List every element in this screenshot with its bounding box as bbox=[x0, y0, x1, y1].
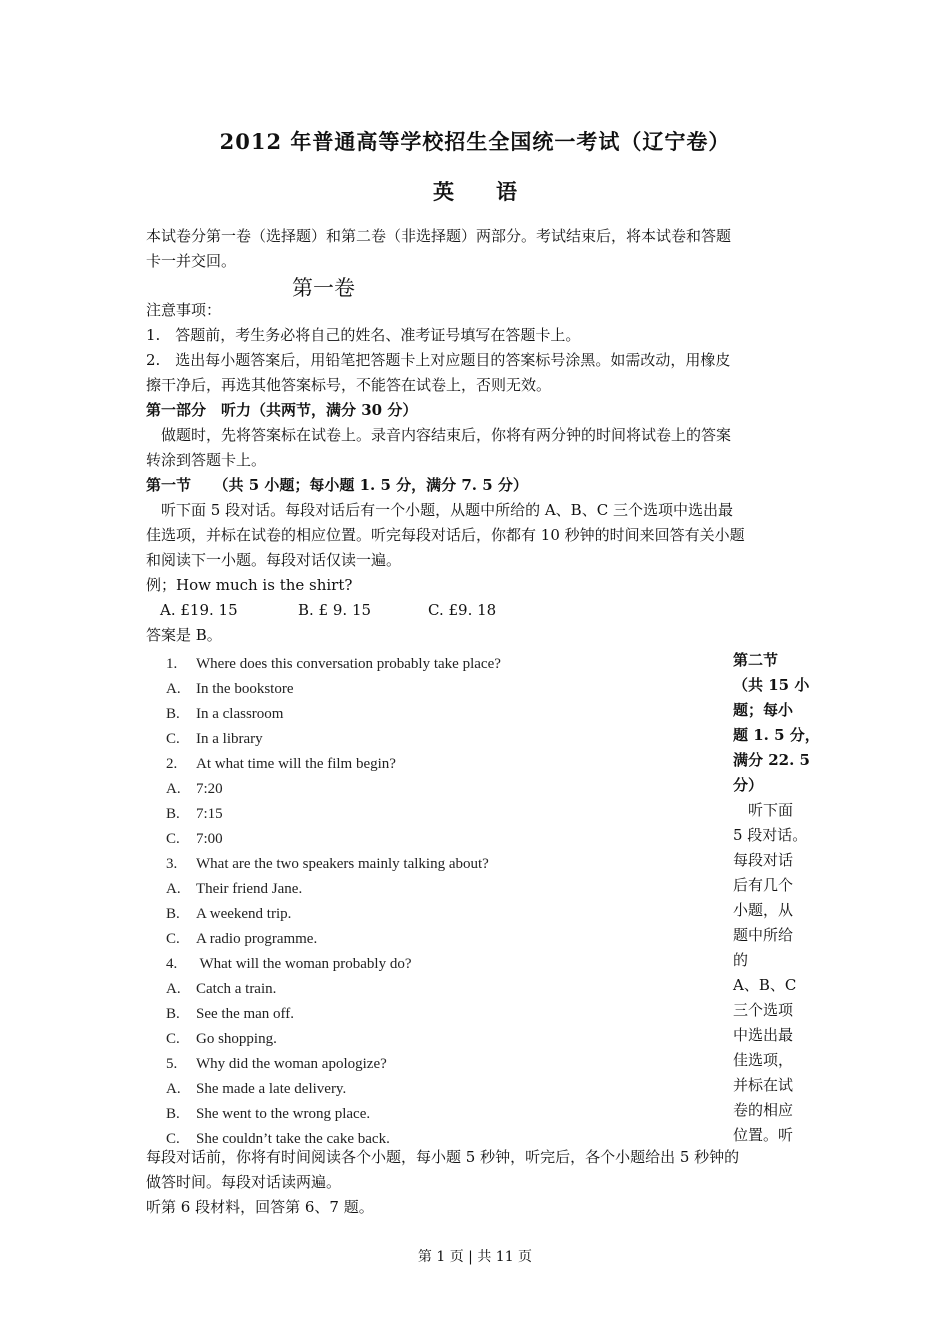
question-row bbox=[166, 1077, 346, 1102]
question-row bbox=[166, 702, 283, 727]
question-row bbox=[166, 1002, 294, 1027]
question-number: 2. bbox=[166, 756, 178, 772]
question-text: In the bookstore bbox=[196, 681, 294, 697]
question-text: Where does this conversation probably take place? bbox=[196, 656, 501, 672]
question-text: A weekend trip. bbox=[196, 906, 292, 922]
section1-line-2: 佳选项，并标在试卷的相应位置。听完每段对话后，你都有 10 秒钟的时间来回答有关小题 bbox=[146, 526, 745, 544]
section1-line-1: 听下面 5 段对话。每段对话后有一个小题，从题中所给的 A、B、C 三个选项中选出最 bbox=[146, 501, 733, 519]
part1-line-1: 做题时，先将答案标在试卷上。录音内容结束后，你将有两分钟的时间将试卷上的答案 bbox=[146, 426, 732, 444]
question-number: A. bbox=[166, 781, 181, 797]
question-number: A. bbox=[166, 1081, 181, 1097]
section2-heading-line: （共 15 小 bbox=[733, 676, 810, 694]
section2-body-line: 小题，从 bbox=[733, 901, 794, 919]
example-answer: 答案是 B。 bbox=[146, 626, 222, 644]
section2-body-line: 并标在试 bbox=[733, 1076, 794, 1094]
question-text: Why did the woman apologize? bbox=[196, 1056, 387, 1072]
section2-body-line: 后有几个 bbox=[733, 876, 794, 894]
question-number: A. bbox=[166, 981, 181, 997]
tail-line-3: 听第 6 段材料，回答第 6、7 题。 bbox=[146, 1198, 374, 1216]
part1-heading: 第一部分 听力（共两节，满分 30 分） bbox=[146, 401, 418, 419]
volume-title: 第一卷 bbox=[292, 276, 355, 300]
question-text: In a classroom bbox=[196, 706, 284, 722]
question-row bbox=[166, 977, 276, 1002]
tail-line-1: 每段对话前，你将有时间阅读各个小题，每小题 5 秒钟，听完后，各个小题给出 5 秒钟的 bbox=[146, 1148, 740, 1166]
question-number: C. bbox=[166, 731, 180, 747]
question-text: A radio programme. bbox=[196, 931, 318, 947]
question-text: She went to the wrong place. bbox=[196, 1106, 371, 1122]
question-text: Catch a train. bbox=[196, 981, 277, 997]
question-row bbox=[166, 1027, 277, 1052]
notice-item-2-cont: 擦干净后，再选其他答案标号，不能答在试卷上，否则无效。 bbox=[146, 376, 552, 394]
intro-line-2: 卡一并交回。 bbox=[146, 252, 237, 270]
section2-body-line: 佳选项， bbox=[733, 1051, 794, 1069]
question-text: What are the two speakers mainly talking about? bbox=[196, 856, 489, 872]
question-row bbox=[166, 902, 291, 927]
question-row bbox=[166, 802, 223, 827]
section2-body-line: 中选出最 bbox=[733, 1026, 794, 1044]
question-text: In a library bbox=[196, 731, 263, 747]
question-number: B. bbox=[166, 1006, 180, 1022]
subject-title: 英 语 bbox=[433, 179, 517, 204]
question-row bbox=[166, 1102, 370, 1127]
question-row bbox=[166, 777, 223, 802]
question-number: 1. bbox=[166, 656, 178, 672]
page-footer: 第 1 页 | 共 11 页 bbox=[417, 1249, 533, 1265]
question-number: A. bbox=[166, 881, 181, 897]
section1-heading: 第一节 （共 5 小题；每小题 1. 5 分，满分 7. 5 分） bbox=[146, 476, 528, 494]
section2-heading-line: 第二节 bbox=[733, 651, 779, 669]
section2-body-line: 卷的相应 bbox=[733, 1101, 794, 1119]
question-row bbox=[166, 927, 317, 952]
question-number: C. bbox=[166, 931, 180, 947]
part1-line-2: 转涂到答题卡上。 bbox=[146, 451, 267, 469]
section2-body-line: 三个选项 bbox=[733, 1001, 794, 1019]
question-text: Their friend Jane. bbox=[196, 881, 303, 897]
exam-title: 2012 年普通高等学校招生全国统一考试（辽宁卷） bbox=[219, 129, 731, 154]
section2-body-line: 题中所给 bbox=[733, 926, 794, 944]
intro-line-1: 本试卷分第一卷（选择题）和第二卷（非选择题）两部分。考试结束后，将本试卷和答题 bbox=[146, 227, 732, 245]
question-row bbox=[166, 852, 489, 877]
question-number: B. bbox=[166, 806, 180, 822]
question-number: C. bbox=[166, 831, 180, 847]
question-text: See the man off. bbox=[196, 1006, 295, 1022]
section2-body-line: 的 bbox=[733, 951, 749, 969]
section2-body-line: 每段对话 bbox=[733, 851, 794, 869]
question-number: 4. bbox=[166, 956, 178, 972]
question-row bbox=[166, 827, 223, 852]
example-option-b: B. £ 9. 15 bbox=[298, 601, 372, 619]
section2-heading-line: 分） bbox=[733, 776, 764, 794]
example-option-a: A. £19. 15 bbox=[160, 601, 238, 619]
section2-body-line: A、B、C bbox=[733, 976, 797, 994]
question-number: A. bbox=[166, 681, 181, 697]
question-number: 3. bbox=[166, 856, 178, 872]
question-number: B. bbox=[166, 906, 180, 922]
section2-heading-line: 题 1. 5 分， bbox=[733, 726, 820, 744]
tail-line-2: 做答时间。每段对话读两遍。 bbox=[146, 1173, 342, 1191]
question-number: B. bbox=[166, 706, 180, 722]
question-number: C. bbox=[166, 1031, 180, 1047]
question-row bbox=[166, 727, 263, 752]
question-row bbox=[166, 652, 501, 677]
example-question: 例；How much is the shirt? bbox=[146, 576, 353, 594]
section2-heading-line: 满分 22. 5 bbox=[733, 751, 810, 769]
notice-heading: 注意事项： bbox=[146, 301, 222, 319]
question-text: She made a late delivery. bbox=[196, 1081, 347, 1097]
question-row bbox=[166, 877, 302, 902]
notice-item-1: 1. 答题前，考生务必将自己的姓名、准考证号填写在答题卡上。 bbox=[146, 326, 581, 344]
question-row bbox=[166, 1052, 387, 1077]
section2-heading-line: 题；每小 bbox=[733, 701, 794, 719]
question-row bbox=[166, 752, 396, 777]
question-number: 5. bbox=[166, 1056, 178, 1072]
example-option-c: C. £9. 18 bbox=[428, 601, 497, 619]
question-text: Go shopping. bbox=[196, 1031, 277, 1047]
question-text: 7:20 bbox=[196, 781, 223, 797]
section1-line-3: 和阅读下一小题。每段对话仅读一遍。 bbox=[146, 551, 402, 569]
section2-body-line: 5 段对话。 bbox=[733, 826, 808, 844]
question-text: 7:00 bbox=[196, 831, 223, 847]
question-text: She couldn’t take the cake back. bbox=[196, 1131, 390, 1147]
notice-item-2: 2. 选出每小题答案后，用铅笔把答题卡上对应题目的答案标号涂黑。如需改动，用橡皮 bbox=[146, 351, 731, 369]
section2-body-line: 位置。听 bbox=[733, 1126, 794, 1144]
section2-body-line: 听下面 bbox=[733, 801, 794, 819]
question-row bbox=[166, 952, 412, 977]
question-number: C. bbox=[166, 1131, 180, 1147]
question-text: What will the woman probably do? bbox=[196, 956, 412, 972]
question-text: At what time will the film begin? bbox=[196, 756, 396, 772]
question-row bbox=[166, 677, 293, 702]
question-number: B. bbox=[166, 1106, 180, 1122]
question-text: 7:15 bbox=[196, 806, 223, 822]
